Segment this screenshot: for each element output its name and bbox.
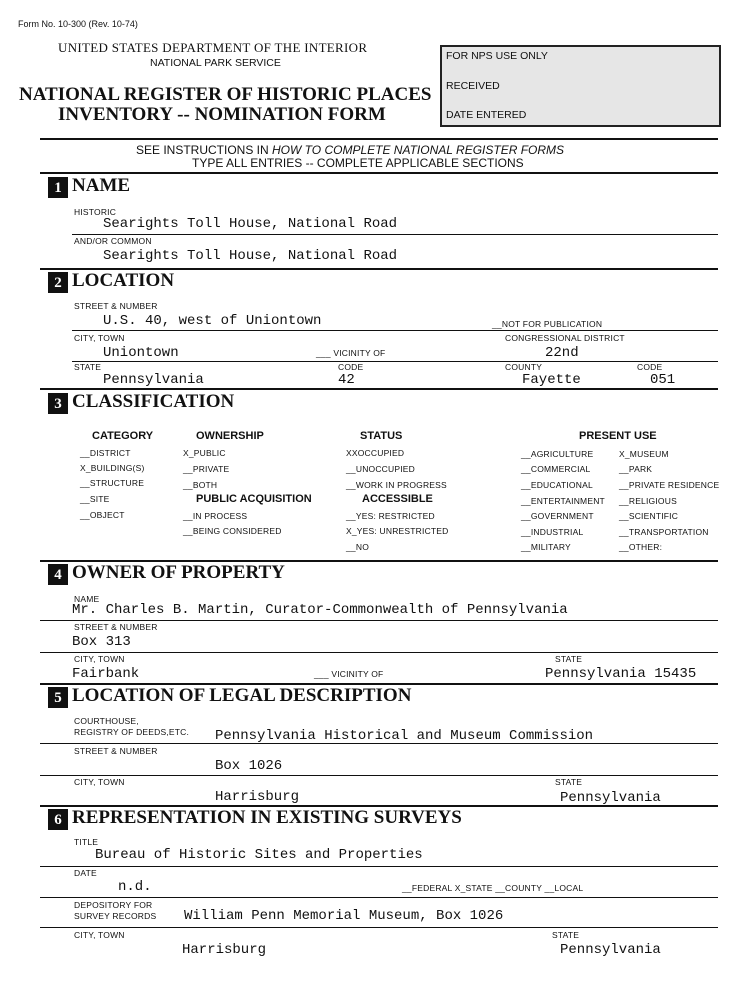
section-title: CLASSIFICATION [72,391,235,412]
survey-date: n.d. [118,879,152,895]
instructions-prefix: SEE INSTRUCTIONS IN [136,143,273,157]
field-line [72,234,718,235]
use-park: __PARK [619,464,653,474]
legal-street: Box 1026 [215,758,283,774]
field-line [40,743,718,744]
present-use-header: PRESENT USE [579,430,657,442]
depository-city: Harrisburg [182,942,267,958]
status-unoccupied: __UNOCCUPIED [346,464,415,474]
section-number-badge: 3 [48,393,68,414]
use-entertainment: __ENTERTAINMENT [521,496,605,506]
code-label: CODE [338,362,364,372]
field-line [40,652,718,653]
registry-label: REGISTRY OF DEEDS,ETC. [74,727,190,737]
state-value: Pennsylvania [103,372,204,388]
field-line [72,361,718,362]
city-label: CITY, TOWN [74,333,125,343]
category-header: CATEGORY [92,430,154,442]
legal-city: Harrisburg [215,789,300,805]
use-educational: __EDUCATIONAL [521,480,593,490]
congressional-district-value: 22nd [545,345,579,361]
use-other: __OTHER: [619,542,663,552]
vicinity-of: ___ VICINITY OF [316,348,386,358]
survey-date-label: DATE [74,868,97,878]
field-line [40,897,718,898]
divider [40,388,718,390]
instructions-line1 [136,143,564,157]
form-number: Form No. 10-300 (Rev. 10-74) [18,19,138,29]
owner-city: Fairbank [72,666,140,682]
county-code-label: CODE [637,362,663,372]
category-district: __DISTRICT [80,448,131,458]
owner-name: Mr. Charles B. Martin, Curator-Commonwealth of Pennsylvania [72,602,568,618]
section-title: LOCATION OF LEGAL DESCRIPTION [72,685,412,706]
congressional-district-label: CONGRESSIONAL DISTRICT [505,333,625,343]
use-scientific: __SCIENTIFIC [619,511,679,521]
section-number-badge: 1 [48,177,68,198]
category-site: __SITE [80,494,110,504]
survey-title-label: TITLE [74,837,99,847]
common-label: AND/OR COMMON [74,236,152,246]
owner-state: Pennsylvania 15435 [545,666,697,682]
depository-label-2: SURVEY RECORDS [74,911,157,921]
section-number-badge: 6 [48,809,68,830]
date-entered-label: DATE ENTERED [446,109,527,121]
ownership-private: __PRIVATE [183,464,230,474]
accessible-header: ACCESSIBLE [362,493,433,505]
depository-state: Pennsylvania [560,942,661,958]
city-value: Uniontown [103,345,179,361]
department-name: UNITED STATES DEPARTMENT OF THE INTERIOR [58,40,368,55]
depository-state-label: STATE [552,930,580,940]
field-line [72,330,718,331]
use-transportation: __TRANSPORTATION [619,527,709,537]
section-title: LOCATION [72,270,175,291]
service-name: NATIONAL PARK SERVICE [150,57,281,69]
field-line [40,775,718,776]
courthouse-label: COURTHOUSE, [74,716,139,726]
depository-city-label: CITY, TOWN [74,930,125,940]
common-name: Searights Toll House, National Road [103,248,398,264]
status-occupied: XXOCCUPIED [346,448,405,458]
use-religious: __RELIGIOUS [619,496,677,506]
accessible-unrestricted: X_YES: UNRESTRICTED [346,526,449,536]
owner-street: Box 313 [72,634,131,650]
category-buildings: X_BUILDING(S) [80,463,145,473]
section-number-badge: 4 [48,564,68,585]
state-label: STATE [74,362,102,372]
not-for-publication: __NOT FOR PUBLICATION [492,319,603,329]
field-line [40,927,718,928]
legal-state: Pennsylvania [560,790,661,806]
acquisition-in-process: __IN PROCESS [183,511,248,521]
use-military: __MILITARY [521,542,571,552]
ownership-both: __BOTH [183,480,218,490]
survey-levels: __FEDERAL X_STATE __COUNTY __LOCAL [402,883,584,893]
form-title-line1: NATIONAL REGISTER OF HISTORIC PLACES [19,84,432,105]
category-object: __OBJECT [80,510,125,520]
owner-state-label: STATE [555,654,583,664]
divider [40,172,718,174]
section-title: NAME [72,175,131,196]
historic-name: Searights Toll House, National Road [103,216,398,232]
section-number-badge: 5 [48,687,68,708]
use-private-residence: __PRIVATE RESIDENCE [619,480,720,490]
section-number-badge: 2 [48,272,68,293]
legal-street-label: STREET & NUMBER [74,746,158,756]
survey-title: Bureau of Historic Sites and Properties [95,847,423,863]
category-structure: __STRUCTURE [80,478,145,488]
nps-use-only-label: FOR NPS USE ONLY [446,50,548,62]
status-work-in-progress: __WORK IN PROGRESS [346,480,447,490]
section-title: REPRESENTATION IN EXISTING SURVEYS [72,807,462,828]
owner-street-label: STREET & NUMBER [74,622,158,632]
received-label: RECEIVED [446,80,500,92]
divider [40,138,718,140]
use-museum: X_MUSEUM [619,449,669,459]
nps-use-box [440,45,721,127]
section-title: OWNER OF PROPERTY [72,562,285,583]
instructions-line2: TYPE ALL ENTRIES -- COMPLETE APPLICABLE SECTIONS [192,156,524,170]
courthouse-value: Pennsylvania Historical and Museum Commission [215,728,594,744]
instructions-book: HOW TO COMPLETE NATIONAL REGISTER FORMS [272,143,565,157]
depository-label-1: DEPOSITORY FOR [74,900,153,910]
accessible-no: __NO [346,542,370,552]
legal-city-label: CITY, TOWN [74,777,125,787]
state-code-value: 42 [338,372,355,388]
ownership-header: OWNERSHIP [196,430,264,442]
use-commercial: __COMMERCIAL [521,464,591,474]
accessible-restricted: __YES: RESTRICTED [346,511,435,521]
depository-value: William Penn Memorial Museum, Box 1026 [184,908,504,924]
legal-state-label: STATE [555,777,583,787]
owner-name-label: NAME [74,594,100,604]
street-label: STREET & NUMBER [74,301,158,311]
status-header: STATUS [360,430,403,442]
owner-vicinity: ___ VICINITY OF [314,669,384,679]
use-government: __GOVERNMENT [521,511,594,521]
use-agriculture: __AGRICULTURE [521,449,594,459]
acquisition-being-considered: __BEING CONSIDERED [183,526,282,536]
form-title-line2: INVENTORY -- NOMINATION FORM [58,104,386,125]
county-code-value: 051 [650,372,676,388]
county-label: COUNTY [505,362,543,372]
ownership-public: X_PUBLIC [183,448,226,458]
field-line [40,620,718,621]
use-industrial: __INDUSTRIAL [521,527,584,537]
county-value: Fayette [522,372,581,388]
field-line [40,866,718,867]
owner-city-label: CITY, TOWN [74,654,125,664]
street-value: U.S. 40, west of Uniontown [103,313,322,329]
public-acquisition-header: PUBLIC ACQUISITION [196,493,312,505]
historic-label: HISTORIC [74,207,117,217]
